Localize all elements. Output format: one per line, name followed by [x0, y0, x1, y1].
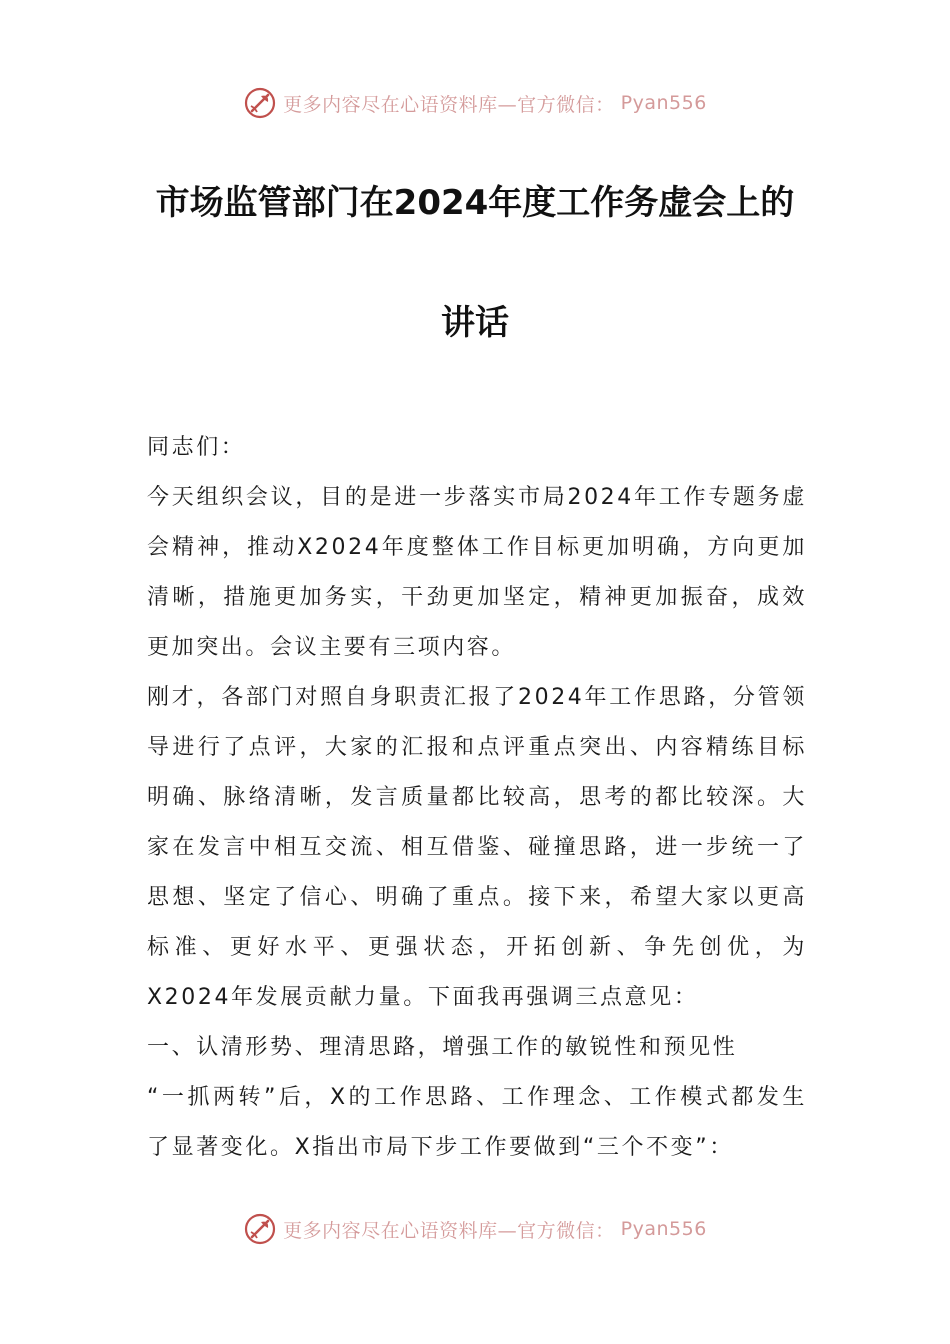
watermark-text: 更多内容尽在心语资料库—官方微信：: [283, 1219, 615, 1242]
paragraph-3: “一抓两转”后，X的工作思路、工作理念、工作模式都发生了显著变化。X指出市局下步工作要做到“三个不变”：: [147, 1085, 807, 1160]
paragraph-2: 刚才，各部门对照自身职责汇报了2024年工作思路，分管领导进行了点评，大家的汇报和点评重点突出、内容精练目标明确、脉络清晰，发言质量都比较高，思考的都比较深。大家在发言中相互交流、相互借鉴、碰撞思路，进一步统一了思想、坚定了信心、明确了重点。接下来，希望大家以更高标准、更好水平、更强状态，开拓创新、争先创优，为X2024年发展贡献力量。下面我再强调三点意见：: [147, 685, 807, 1010]
watermark-wechat-id: Pyan556: [620, 92, 707, 114]
quill-logo-icon: [243, 86, 277, 120]
section-heading-1: 一、认清形势、理清思路，增强工作的敏锐性和预见性: [147, 1035, 738, 1060]
quill-logo-icon: [243, 1212, 277, 1246]
paragraph-1: 今天组织会议，目的是进一步落实市局2024年工作专题务虚会精神，推动X2024年度整体工作目标更加明确，方向更加清晰，措施更加务实，干劲更加坚定，精神更加振奋，成效更加突出。会议主要有三项内容。: [147, 485, 807, 660]
greeting: 同志们：: [147, 435, 246, 460]
watermark-header: [0, 86, 950, 120]
watermark-text: 更多内容尽在心语资料库—官方微信：: [283, 93, 615, 116]
document-body: [147, 423, 807, 1173]
watermark-footer: [0, 1212, 950, 1246]
document-title-line-2: 讲话: [441, 303, 509, 343]
document-title-line-1: 市场监管部门在2024年度工作务虚会上的: [155, 183, 795, 223]
watermark-wechat-id: Pyan556: [620, 1218, 707, 1240]
